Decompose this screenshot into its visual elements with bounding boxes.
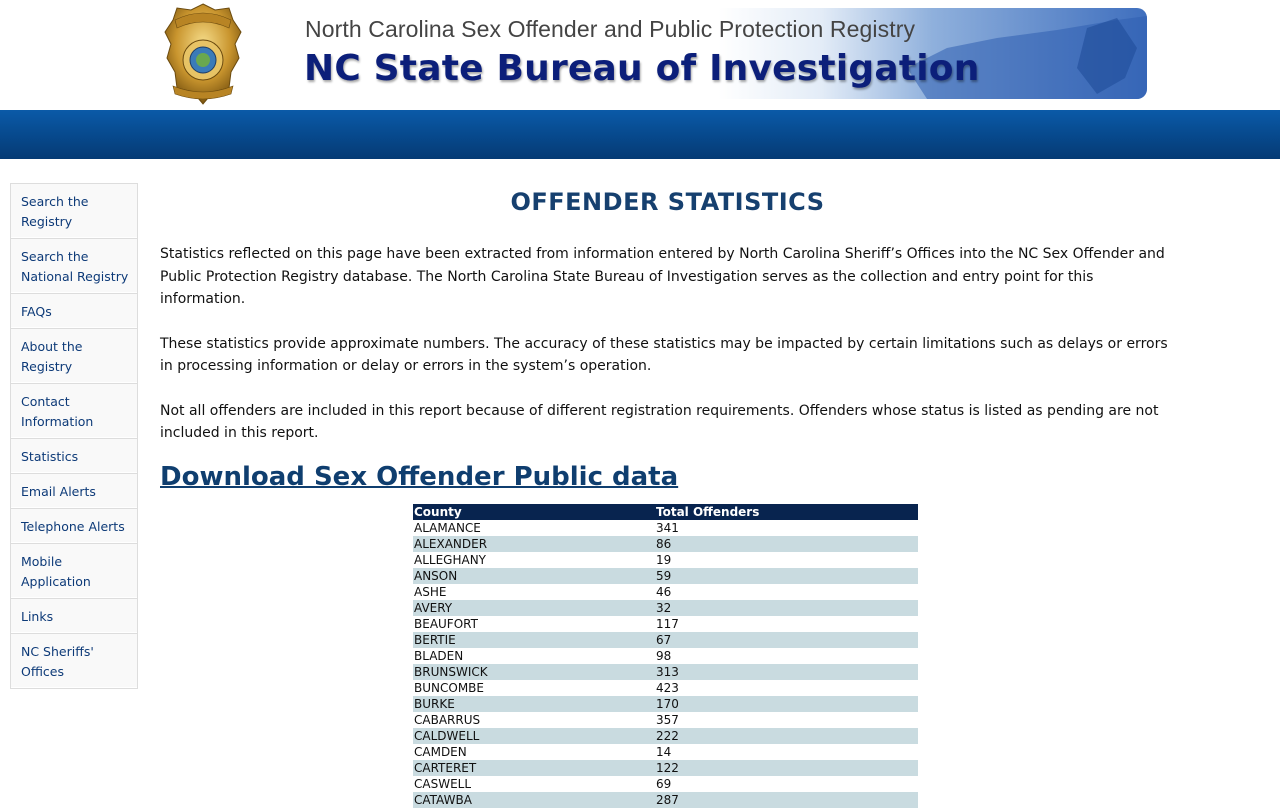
county-cell: CATAWBA: [413, 792, 655, 808]
header-banner[interactable]: [290, 8, 1147, 99]
county-cell: AVERY: [413, 600, 655, 616]
table-row: [413, 552, 918, 568]
total-offenders-cell: 122: [655, 760, 918, 776]
sidebar-item-telephone-alerts[interactable]: Telephone Alerts: [11, 509, 137, 544]
total-offenders-cell: 357: [656, 713, 679, 727]
table-header-row: [413, 504, 918, 520]
sidebar-item-search-registry[interactable]: Search the Registry: [11, 184, 137, 239]
main-content: [160, 183, 1175, 492]
county-cell: ASHE: [414, 585, 447, 599]
column-header-county: County: [413, 504, 655, 520]
county-cell: CABARRUS: [414, 713, 481, 727]
banner-title: NC State Bureau of Investigation: [304, 48, 980, 89]
sidebar-nav: [10, 183, 138, 689]
county-cell: ALLEGHANY: [414, 553, 486, 567]
table-row: [413, 696, 918, 712]
table-row: [413, 680, 918, 696]
sidebar-item-links[interactable]: Links: [11, 599, 137, 634]
county-cell: BERTIE: [413, 632, 655, 648]
download-data-link[interactable]: Download Sex Offender Public data: [160, 461, 679, 492]
table-row: [413, 776, 918, 792]
total-offenders-cell: 313: [655, 664, 918, 680]
total-offenders-cell: 32: [655, 600, 918, 616]
county-cell: BURKE: [413, 696, 655, 712]
table-row: [413, 520, 918, 536]
intro-paragraph: Statistics reflected on this page have been extracted from information entered by North Carolina Sheriff’s Offices into the NC Sex Offender and Public Protection Registry database. The North Carolina State Bureau of Investigation serves as the collection and entry point for this information.: [160, 246, 1165, 307]
county-cell: BUNCOMBE: [414, 681, 484, 695]
total-offenders-cell: 59: [655, 568, 918, 584]
table-row: [413, 744, 918, 760]
total-offenders-cell: 46: [656, 585, 672, 599]
total-offenders-cell: 69: [656, 777, 672, 791]
sidebar-item-nc-sheriffs-offices[interactable]: NC Sheriffs' Offices: [11, 634, 137, 689]
sbi-badge-icon[interactable]: [163, 2, 243, 106]
sidebar-item-faqs[interactable]: FAQs: [11, 294, 137, 329]
county-cell: BLADEN: [414, 649, 464, 663]
table-row: [413, 712, 918, 728]
table-row: [413, 632, 918, 648]
total-offenders-cell: 19: [656, 553, 672, 567]
sidebar-item-contact-information[interactable]: Contact Information: [11, 384, 137, 439]
sidebar-item-statistics[interactable]: Statistics: [11, 439, 137, 474]
total-offenders-cell: 341: [656, 521, 679, 535]
exclusion-paragraph: Not all offenders are included in this report because of different registration requirements. Offenders whose status is listed as pending are not included in this report.: [160, 402, 1159, 441]
sidebar-item-about-registry[interactable]: About the Registry: [11, 329, 137, 384]
table-row: [413, 760, 918, 776]
table-row: [413, 664, 918, 680]
column-header-total-offenders: Total Offenders: [655, 504, 918, 520]
table-row: [413, 648, 918, 664]
total-offenders-cell: 423: [656, 681, 679, 695]
county-cell: CAMDEN: [414, 745, 467, 759]
table-row: [413, 536, 918, 552]
county-cell: CALDWELL: [413, 728, 655, 744]
county-cell: ALEXANDER: [413, 536, 655, 552]
total-offenders-cell: 117: [656, 617, 679, 631]
county-cell: BEAUFORT: [414, 617, 478, 631]
county-cell: CARTERET: [413, 760, 655, 776]
total-offenders-cell: 86: [655, 536, 918, 552]
total-offenders-cell: 67: [655, 632, 918, 648]
offender-statistics-table: [413, 504, 918, 808]
table-row: [413, 568, 918, 584]
sidebar-item-search-national-registry[interactable]: Search the National Registry: [11, 239, 137, 294]
total-offenders-cell: 170: [655, 696, 918, 712]
navigation-bar: [0, 110, 1280, 159]
county-cell: ANSON: [413, 568, 655, 584]
table-row: [413, 792, 918, 808]
total-offenders-cell: 287: [655, 792, 918, 808]
county-cell: ALAMANCE: [414, 521, 481, 535]
total-offenders-cell: 98: [656, 649, 672, 663]
site-header: [0, 0, 1280, 110]
page-title: OFFENDER STATISTICS: [510, 188, 825, 216]
table-row: [413, 584, 918, 600]
table-row: [413, 616, 918, 632]
table-row: [413, 600, 918, 616]
sidebar-item-mobile-application[interactable]: Mobile Application: [11, 544, 137, 599]
accuracy-paragraph: These statistics provide approximate numbers. The accuracy of these statistics may be impacted by certain limitations such as delays or errors in processing information or delay or errors in the system’s operation.: [160, 335, 1168, 374]
county-cell: CASWELL: [414, 777, 472, 791]
total-offenders-cell: 222: [655, 728, 918, 744]
total-offenders-cell: 14: [656, 745, 672, 759]
county-cell: BRUNSWICK: [413, 664, 655, 680]
sidebar-item-email-alerts[interactable]: Email Alerts: [11, 474, 137, 509]
banner-subtitle: North Carolina Sex Offender and Public Protection Registry: [305, 16, 916, 42]
table-body: [413, 520, 918, 808]
table-row: [413, 728, 918, 744]
